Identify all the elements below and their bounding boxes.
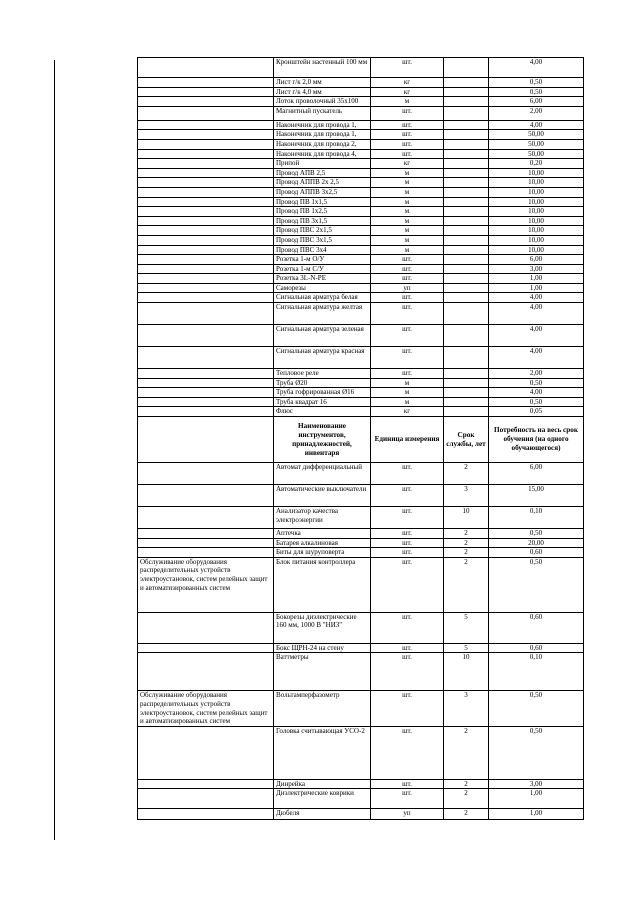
material-name: Тепловое реле [274, 369, 371, 379]
header-term: Срок службы, лет [444, 417, 489, 463]
tool-unit: шт. [371, 691, 444, 726]
material-name: Розетка 1-м С/У [274, 264, 371, 274]
material-term [444, 106, 489, 120]
material-row [138, 264, 584, 274]
material-term [444, 87, 489, 97]
tool-row [138, 485, 584, 507]
material-qty: 3,00 [489, 264, 584, 274]
tool-name: Бокс ЩРН-24 на стену [274, 643, 371, 653]
tool-term: 10 [444, 653, 489, 691]
tool-row [138, 538, 584, 548]
material-unit: кг [371, 407, 444, 417]
material-row [138, 197, 584, 207]
material-term [444, 187, 489, 197]
section-cell [138, 97, 274, 107]
section-cell [138, 529, 274, 539]
tool-unit: шт. [371, 779, 444, 789]
material-unit: м [371, 226, 444, 236]
section-cell [138, 58, 274, 78]
material-qty: 10,00 [489, 178, 584, 188]
material-term [444, 397, 489, 407]
section-cell [138, 149, 274, 159]
section-cell [138, 347, 274, 369]
section-cell [138, 538, 274, 548]
tool-unit: шт. [371, 548, 444, 558]
tool-name: Головка считывающая УСО-2 [274, 726, 371, 779]
section-cell [138, 325, 274, 347]
tool-qty: 20,00 [489, 538, 584, 548]
material-term [444, 216, 489, 226]
material-term [444, 197, 489, 207]
section-cell [138, 407, 274, 417]
section-cell [138, 106, 274, 120]
material-row [138, 178, 584, 188]
material-row [138, 397, 584, 407]
material-name: Провод АППВ 3х2,5 [274, 187, 371, 197]
material-row [138, 226, 584, 236]
material-qty: 10,00 [489, 207, 584, 217]
tool-name: Динрейка [274, 779, 371, 789]
material-unit: м [371, 245, 444, 255]
section-cell [138, 643, 274, 653]
material-qty: 50,00 [489, 130, 584, 140]
material-name: Сигнальная арматура зеленая [274, 325, 371, 347]
tool-qty: 0,10 [489, 653, 584, 691]
header-name: Наименование инструментов, принадлежностей, инвентаря [274, 417, 371, 463]
material-qty: 4,00 [489, 120, 584, 130]
section-cell [138, 653, 274, 691]
material-qty: 1,00 [489, 283, 584, 293]
section-cell [138, 283, 274, 293]
material-unit: м [371, 178, 444, 188]
material-term [444, 293, 489, 303]
tool-row [138, 691, 584, 726]
material-name: Розетка 3L-N-PE [274, 274, 371, 284]
material-row [138, 407, 584, 417]
tool-qty: 0,60 [489, 548, 584, 558]
material-unit: шт. [371, 274, 444, 284]
material-row [138, 78, 584, 88]
header-unit: Единица измерения [371, 417, 444, 463]
material-qty: 10,00 [489, 235, 584, 245]
material-row [138, 106, 584, 120]
material-unit: м [371, 397, 444, 407]
material-term [444, 407, 489, 417]
material-row [138, 149, 584, 159]
material-name: Лоток проволочный 35х100 [274, 97, 371, 107]
section-cell [138, 78, 274, 88]
material-qty: 0,50 [489, 78, 584, 88]
material-unit: шт. [371, 369, 444, 379]
section-cell [138, 303, 274, 325]
tool-name: Автоматические выключатели [274, 485, 371, 507]
material-unit: м [371, 97, 444, 107]
tool-term: 2 [444, 726, 489, 779]
material-qty: 1,00 [489, 274, 584, 284]
material-qty: 0,20 [489, 159, 584, 169]
section-cell: Обслуживание оборудования распределительных устройств электроустановок, систем релейных защит и автоматизированных систем [138, 557, 274, 612]
material-name: Провод ПВС 2х1,5 [274, 226, 371, 236]
tool-unit: шт. [371, 557, 444, 612]
material-row [138, 87, 584, 97]
material-row [138, 168, 584, 178]
material-qty: 6,00 [489, 255, 584, 265]
tool-name: Блок питания контроллера [274, 557, 371, 612]
section-cell [138, 178, 274, 188]
tool-qty: 0,50 [489, 726, 584, 779]
tool-term: 10 [444, 507, 489, 529]
material-unit: м [371, 378, 444, 388]
material-name: Флюс [274, 407, 371, 417]
material-term [444, 255, 489, 265]
material-name: Лист г/к 2,0 мм [274, 78, 371, 88]
section-cell [138, 612, 274, 643]
material-row [138, 58, 584, 78]
material-name: Сигнальная арматура белая [274, 293, 371, 303]
section-cell [138, 130, 274, 140]
material-row [138, 159, 584, 169]
material-name: Наконечник для провода 4, [274, 149, 371, 159]
material-row [138, 207, 584, 217]
material-term [444, 149, 489, 159]
material-row [138, 293, 584, 303]
tool-term: 2 [444, 809, 489, 820]
material-unit: шт. [371, 130, 444, 140]
tool-name: Батарея алкалиновая [274, 538, 371, 548]
tool-row [138, 789, 584, 809]
material-name: Сигнальная арматура желтая [274, 303, 371, 325]
material-term [444, 378, 489, 388]
tool-unit: шт. [371, 726, 444, 779]
material-term [444, 235, 489, 245]
section-cell: Обслуживание оборудования распределительных устройств электроустановок, систем релейных защит и автоматизированных систем [138, 691, 274, 726]
tool-qty: 0,60 [489, 612, 584, 643]
section-cell [138, 378, 274, 388]
material-row [138, 216, 584, 226]
material-term [444, 168, 489, 178]
material-term [444, 325, 489, 347]
material-unit: шт. [371, 264, 444, 274]
material-name: Труба гофрированная Ø16 [274, 388, 371, 398]
material-term [444, 347, 489, 369]
material-name: Провод ПВ 3х1,5 [274, 216, 371, 226]
tool-qty: 0,10 [489, 507, 584, 529]
tool-unit: шт. [371, 485, 444, 507]
material-term [444, 274, 489, 284]
section-cell [138, 548, 274, 558]
section-cell [138, 159, 274, 169]
header-need: Потребность на весь срок обучения (на одного обучающегося) [489, 417, 584, 463]
material-name: Лист г/к 4,0 мм [274, 87, 371, 97]
material-unit: шт. [371, 255, 444, 265]
tool-name: Ваттметры [274, 653, 371, 691]
tool-row [138, 726, 584, 779]
section-cell [138, 809, 274, 820]
tool-qty: 1,00 [489, 789, 584, 809]
tool-unit: шт. [371, 789, 444, 809]
material-qty: 0,50 [489, 397, 584, 407]
material-name: Провод ПВС 3х1,5 [274, 235, 371, 245]
tool-term: 2 [444, 779, 489, 789]
material-term [444, 159, 489, 169]
material-term [444, 283, 489, 293]
material-name: Провод ПВС 3х4 [274, 245, 371, 255]
material-name: Труба Ø20 [274, 378, 371, 388]
tool-term: 5 [444, 612, 489, 643]
material-qty: 4,00 [489, 347, 584, 369]
material-qty: 50,00 [489, 139, 584, 149]
section-cell [138, 207, 274, 217]
section-cell [138, 264, 274, 274]
material-term [444, 58, 489, 78]
tool-unit: шт. [371, 612, 444, 643]
material-name: Наконечник для провода 1, [274, 120, 371, 130]
material-qty: 4,00 [489, 58, 584, 78]
tool-row [138, 529, 584, 539]
material-row [138, 120, 584, 130]
tool-row [138, 653, 584, 691]
section-cell [138, 485, 274, 507]
material-row [138, 274, 584, 284]
section-cell [138, 216, 274, 226]
material-qty: 4,00 [489, 303, 584, 325]
section-cell [138, 726, 274, 779]
equipment-table [137, 57, 584, 820]
material-unit: шт. [371, 303, 444, 325]
material-name: Провод ПВ 1х2,5 [274, 207, 371, 217]
section-cell [138, 397, 274, 407]
material-row [138, 130, 584, 140]
material-row [138, 388, 584, 398]
material-qty: 0,05 [489, 407, 584, 417]
left-margin-rule [54, 60, 55, 840]
material-row [138, 303, 584, 325]
tools-header [138, 417, 584, 463]
material-unit: шт. [371, 149, 444, 159]
header-empty-cell [138, 417, 274, 463]
material-unit: шт. [371, 293, 444, 303]
section-cell [138, 388, 274, 398]
section-cell [138, 226, 274, 236]
material-name: Труба квадрат 16 [274, 397, 371, 407]
material-name: Саморезы [274, 283, 371, 293]
material-term [444, 388, 489, 398]
tool-name: Биты для шуруповерта [274, 548, 371, 558]
tool-name: Анализатор качества электроэнергии [274, 507, 371, 529]
tool-name: Диэлектрические коврики [274, 789, 371, 809]
tool-term: 3 [444, 691, 489, 726]
material-row [138, 187, 584, 197]
material-row [138, 369, 584, 379]
material-unit: м [371, 235, 444, 245]
material-row [138, 283, 584, 293]
tool-qty: 15,00 [489, 485, 584, 507]
material-unit: м [371, 187, 444, 197]
material-qty: 10,00 [489, 226, 584, 236]
section-cell [138, 293, 274, 303]
material-qty: 0,50 [489, 87, 584, 97]
section-cell [138, 187, 274, 197]
section-cell [138, 779, 274, 789]
material-qty: 10,00 [489, 187, 584, 197]
tool-name: Дюбеля [274, 809, 371, 820]
material-unit: кг [371, 78, 444, 88]
material-term [444, 245, 489, 255]
material-unit: шт. [371, 58, 444, 78]
material-qty: 4,00 [489, 293, 584, 303]
section-cell [138, 369, 274, 379]
material-qty: 6,00 [489, 97, 584, 107]
section-cell [138, 507, 274, 529]
tool-term: 2 [444, 557, 489, 612]
material-unit: шт. [371, 106, 444, 120]
materials-section [138, 58, 584, 417]
material-qty: 4,00 [489, 325, 584, 347]
tool-row [138, 548, 584, 558]
tool-unit: шт. [371, 643, 444, 653]
material-name: Провод АППВ 2х 2,5 [274, 178, 371, 188]
material-qty: 4,00 [489, 388, 584, 398]
tools-header-row [138, 417, 584, 463]
material-unit: шт. [371, 139, 444, 149]
tool-name: Аптечка [274, 529, 371, 539]
tool-qty: 0,50 [489, 529, 584, 539]
material-name: Кронштейн настенный 100 мм [274, 58, 371, 78]
section-cell [138, 789, 274, 809]
tools-section [138, 463, 584, 820]
material-unit: шт. [371, 347, 444, 369]
material-unit: шт. [371, 120, 444, 130]
tool-unit: шт. [371, 507, 444, 529]
tool-unit: шт. [371, 538, 444, 548]
material-qty: 10,00 [489, 168, 584, 178]
material-qty: 10,00 [489, 216, 584, 226]
section-cell [138, 120, 274, 130]
tool-term: 2 [444, 463, 489, 485]
material-unit: м [371, 168, 444, 178]
section-cell [138, 197, 274, 207]
material-name: Наконечник для провода 2, [274, 139, 371, 149]
material-unit: кг [371, 159, 444, 169]
section-cell [138, 255, 274, 265]
material-row [138, 378, 584, 388]
material-row [138, 347, 584, 369]
material-name: Провод АПВ 2,5 [274, 168, 371, 178]
tool-row [138, 779, 584, 789]
tool-term: 2 [444, 789, 489, 809]
tool-term: 2 [444, 529, 489, 539]
material-unit: м [371, 197, 444, 207]
material-qty: 2,00 [489, 106, 584, 120]
tool-term: 3 [444, 485, 489, 507]
material-term [444, 178, 489, 188]
tool-row [138, 507, 584, 529]
section-cell [138, 168, 274, 178]
tool-unit: шт. [371, 653, 444, 691]
material-term [444, 207, 489, 217]
material-term [444, 97, 489, 107]
material-row [138, 245, 584, 255]
material-unit: уп [371, 283, 444, 293]
section-cell [138, 139, 274, 149]
material-row [138, 97, 584, 107]
tool-term: 2 [444, 548, 489, 558]
material-term [444, 264, 489, 274]
tool-qty: 0,50 [489, 557, 584, 612]
material-name: Провод ПВ 1х1,5 [274, 197, 371, 207]
tool-name: Вольтамперфазометр [274, 691, 371, 726]
material-name: Припой [274, 159, 371, 169]
material-qty: 10,00 [489, 245, 584, 255]
section-cell [138, 235, 274, 245]
tool-row [138, 557, 584, 612]
material-qty: 50,00 [489, 149, 584, 159]
material-unit: м [371, 388, 444, 398]
material-unit: шт. [371, 325, 444, 347]
tool-unit: уп [371, 809, 444, 820]
material-term [444, 226, 489, 236]
material-name: Наконечник для провода 1, [274, 130, 371, 140]
section-cell [138, 274, 274, 284]
tool-term: 5 [444, 643, 489, 653]
material-row [138, 255, 584, 265]
material-name: Сигнальная арматура красная [274, 347, 371, 369]
material-term [444, 120, 489, 130]
section-cell [138, 87, 274, 97]
tool-qty: 3,00 [489, 779, 584, 789]
section-cell [138, 245, 274, 255]
material-qty: 10,00 [489, 197, 584, 207]
material-qty: 2,00 [489, 369, 584, 379]
material-row [138, 139, 584, 149]
material-unit: м [371, 216, 444, 226]
tool-unit: шт. [371, 463, 444, 485]
tool-term: 2 [444, 538, 489, 548]
material-row [138, 325, 584, 347]
material-term [444, 78, 489, 88]
material-unit: кг [371, 87, 444, 97]
material-unit: м [371, 207, 444, 217]
tool-row [138, 809, 584, 820]
material-name: Розетка 1-м О/У [274, 255, 371, 265]
section-cell [138, 463, 274, 485]
material-name: Магнитный пускатель [274, 106, 371, 120]
tool-unit: шт. [371, 529, 444, 539]
material-row [138, 235, 584, 245]
material-qty: 0,50 [489, 378, 584, 388]
tool-name: Автомат дифференциальный [274, 463, 371, 485]
material-term [444, 369, 489, 379]
tool-row [138, 463, 584, 485]
tool-qty: 1,00 [489, 809, 584, 820]
tool-row [138, 612, 584, 643]
material-term [444, 303, 489, 325]
tool-qty: 6,00 [489, 463, 584, 485]
tool-name: Бокорезы диэлектрические 160 мм, 1000 В "НИЗ" [274, 612, 371, 643]
material-term [444, 139, 489, 149]
tool-qty: 0,60 [489, 643, 584, 653]
material-term [444, 130, 489, 140]
tool-qty: 0,50 [489, 691, 584, 726]
tool-row [138, 643, 584, 653]
